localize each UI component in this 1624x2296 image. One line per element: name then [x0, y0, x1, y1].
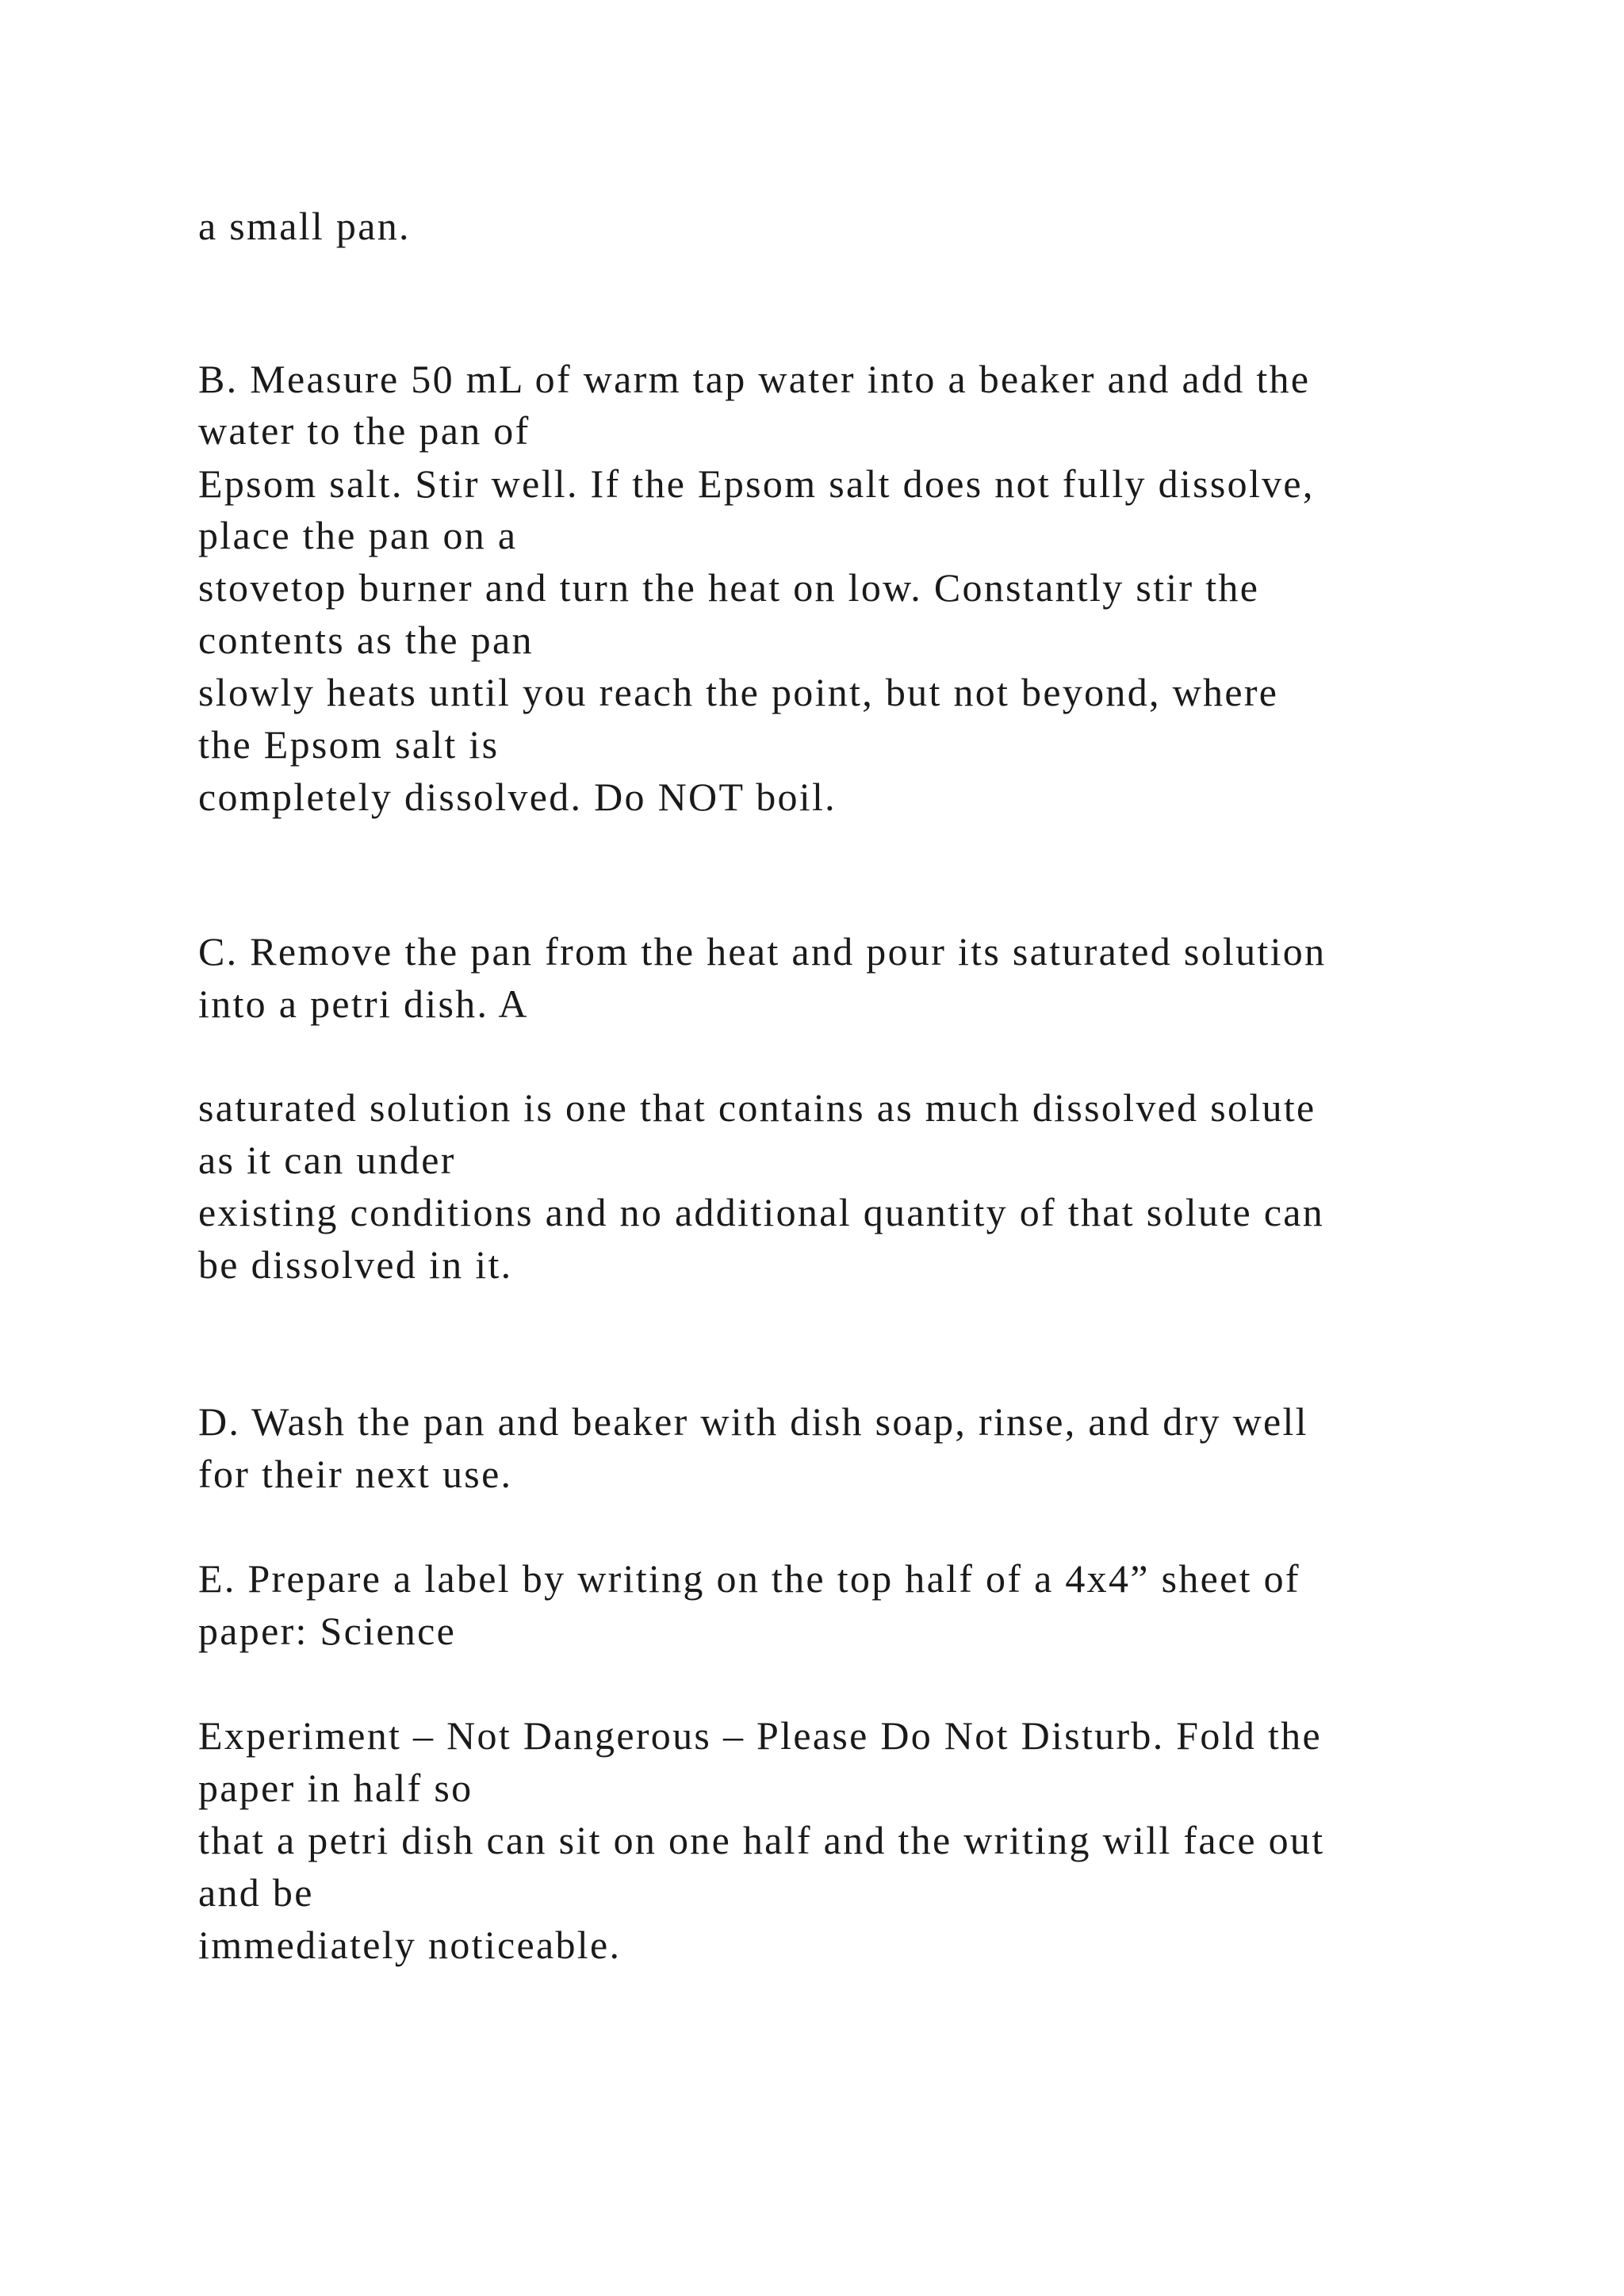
text-line: Experiment – Not Dangerous – Please Do Not Disturb. Fold the: [198, 1713, 1322, 1758]
text-line: completely dissolved. Do NOT boil.: [198, 775, 837, 819]
text-line: slowly heats until you reach the point, but not beyond, where: [198, 670, 1279, 714]
text-line: stovetop burner and turn the heat on low. Constantly stir the: [198, 565, 1260, 610]
text-line: the Epsom salt is: [198, 722, 500, 767]
text-line: E. Prepare a label by writing on the top half of a 4x4” sheet of: [198, 1556, 1300, 1601]
text-line: as it can under: [198, 1138, 456, 1182]
text-line: paper: Science: [198, 1609, 457, 1653]
text-line: paper in half so: [198, 1766, 473, 1810]
text-line: place the pan on a: [198, 513, 518, 557]
text-line: immediately noticeable.: [198, 1923, 622, 1967]
text-line: water to the pan of: [198, 408, 530, 453]
text-line: a small pan.: [198, 204, 411, 248]
text-line: D. Wash the pan and beaker with dish soap, rinse, and dry well: [198, 1399, 1308, 1444]
text-line: be dissolved in it.: [198, 1242, 513, 1287]
text-line: and be: [198, 1870, 314, 1915]
text-line: contents as the pan: [198, 618, 534, 662]
text-line: for their next use.: [198, 1452, 513, 1496]
text-line: that a petri dish can sit on one half and the writing will face out: [198, 1818, 1325, 1862]
text-line: B. Measure 50 mL of warm tap water into a beaker and add the: [198, 357, 1311, 401]
text-line: saturated solution is one that contains as much dissolved solute: [198, 1085, 1316, 1130]
text-line: C. Remove the pan from the heat and pour its saturated solution: [198, 929, 1327, 974]
text-line: into a petri dish. A: [198, 982, 529, 1026]
text-line: Epsom salt. Stir well. If the Epsom salt does not fully dissolve,: [198, 461, 1315, 506]
text-line: existing conditions and no additional quantity of that solute can: [198, 1190, 1325, 1234]
